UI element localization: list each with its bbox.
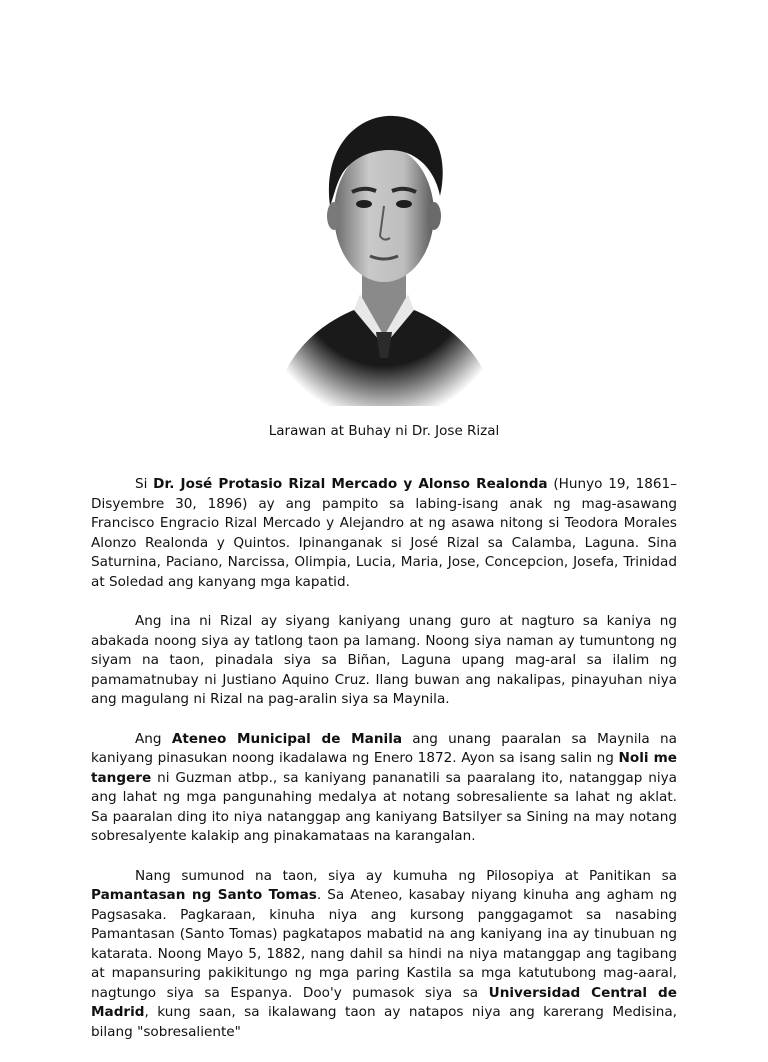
- paragraph-3: [91, 730, 677, 847]
- text-run: Ang: [135, 730, 172, 747]
- text-run: . Sa Ateneo, kasabay niyang kinuha ang agham ng Pagsasaka. Pagkaraan, kinuha niya ang kursong panggagamot sa nasabing Pamantasan (Santo Tomas) pagkatapos mabatid na ang kaniyang ina ay tinubuan ng katarata. Noong Mayo 5, 1882, nang dahil sa hindi na niya matanggap ang tagibang at mapansuring pakikitungo ng mga paring Kastila sa mga katutubong mag-aaral, nagtungo siya sa Espanya. Doo'y pumasok siya sa: [91, 887, 678, 1001]
- paragraph-2: [91, 612, 677, 710]
- text-run: Nang sumunod na taon, siya ay kumuha ng Pilosopiya at Panitikan sa: [135, 867, 677, 884]
- bold-term: Ateneo Municipal de Manila: [171, 730, 403, 747]
- text-run: , kung saan, sa ikalawang taon ay natapos niya ang karerang Medisina, bilang "sobresaliente": [91, 1004, 677, 1040]
- bold-term: Universidad Central de Madrid: [91, 984, 677, 1020]
- article-body: [91, 475, 677, 1062]
- text-run: ang unang paaralan sa Maynila na kaniyang pinasukan noong ikadalawa ng Enero 1872. Ayon sa isang salin ng: [91, 730, 677, 766]
- paragraph-1: [91, 475, 677, 592]
- portrait-photo: [264, 96, 504, 406]
- portrait-caption: Larawan at Buhay ni Dr. Jose Rizal: [268, 423, 500, 439]
- text-run: (Hunyo 19, 1861–Disyembre 30, 1896) ay ang pampito sa labing-isang anak ng mag-asawang Francisco Engracio Rizal Mercado y Alejandro at ng asawa nitong si Teodora Morales Alonzo Realonda y Quintos. Ipinanganak si José Rizal sa Calamba, Laguna. Sina Saturnina, Paciano, Narcissa, Olimpia, Lucia, Maria, Jose, Concepcion, Josefa, Trinidad at Soledad ang kanyang mga kapatid.: [91, 476, 677, 590]
- paragraph-4: [91, 867, 677, 1043]
- bold-term: Dr. José Protasio Rizal Mercado y Alonso Realonda: [153, 476, 548, 492]
- bold-term: Noli me tangere: [91, 750, 677, 786]
- text-run: ni Guzman atbp., sa kaniyang pananatili sa paaralang ito, natanggap niya ang lahat ng mga pangunahing medalya at notang sobresaliente sa lahat ng aklat. Sa paaralan ding ito niya natanggap ang kaniyang Batsilyer sa Sining na may notang sobresalyente kalakip ang pinakamataas na karangalan.: [91, 769, 677, 844]
- text-run: Ang ina ni Rizal ay siyang kaniyang unang guro at nagturo sa kaniya ng abakada noong siya ay tatlong taon pa lamang. Noong siya naman ay tumuntong ng siyam na taon, pinadala siya sa Biñan, Laguna upang mag-aral sa ilalim ng pamamatnubay ni Justiano Aquino Cruz. Ilang buwan ang nakalipas, pinayuhan niya ang magulang ni Rizal na pag-aralin siya sa Maynila.: [91, 613, 677, 707]
- bold-term: Pamantasan ng Santo Tomas: [91, 887, 317, 903]
- text-run: Si: [135, 476, 154, 492]
